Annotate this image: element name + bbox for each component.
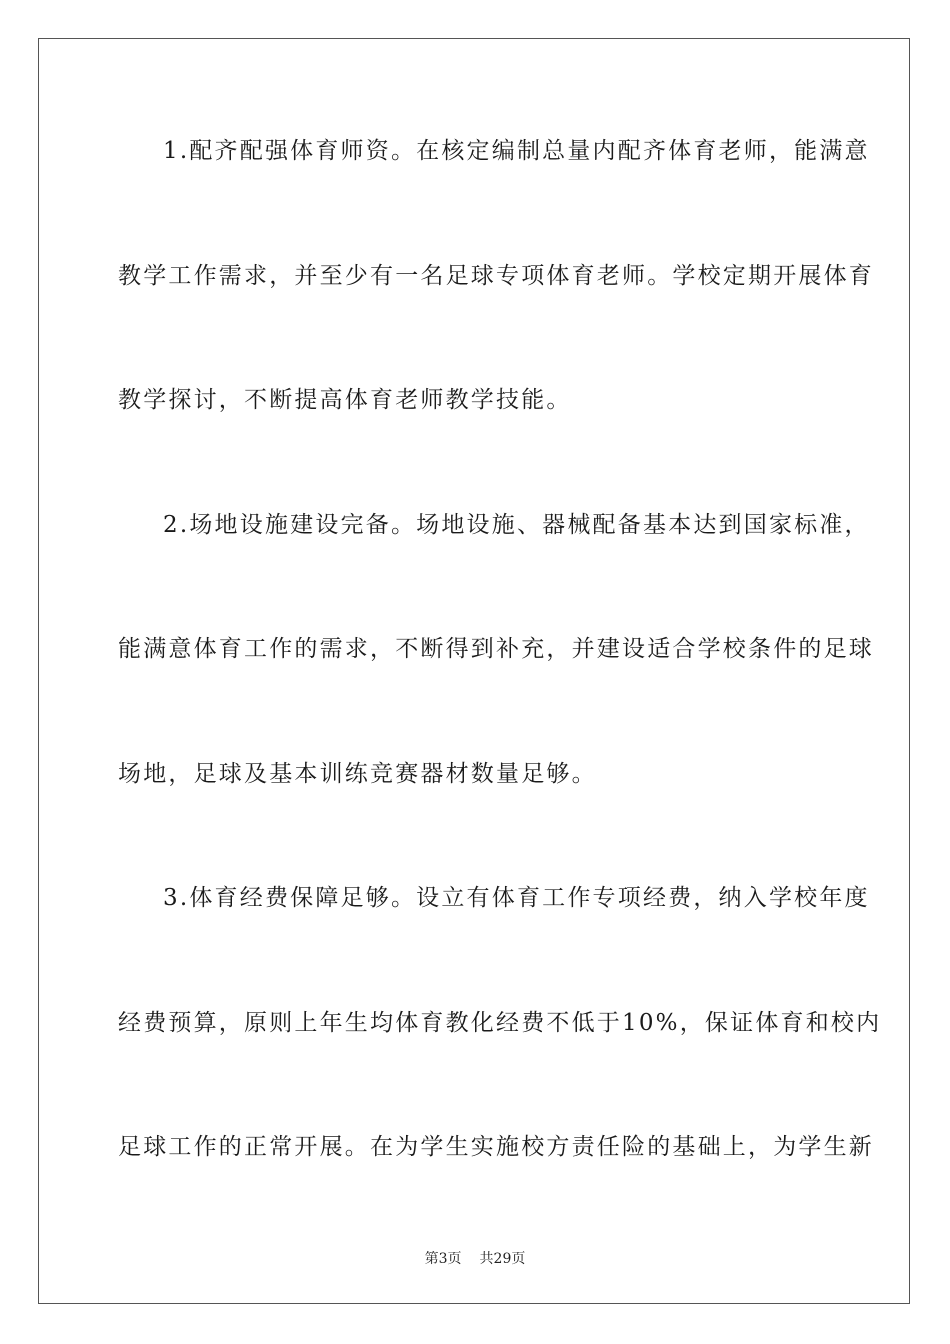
paragraph-2-line-3: 场地，足球及基本训练竞赛器材数量足够。 bbox=[118, 761, 597, 787]
paragraph-1-line-3: 教学探讨，不断提高体育老师教学技能。 bbox=[118, 387, 572, 413]
paragraph-1-line-1: 1.配齐配强体育师资。在核定编制总量内配齐体育老师，能满意 bbox=[163, 138, 870, 164]
paragraph-2-line-1: 2.场地设施建设完备。场地设施、器械配备基本达到国家标准， bbox=[163, 512, 870, 538]
paragraph-3-line-1: 3.体育经费保障足够。设立有体育工作专项经费，纳入学校年度 bbox=[163, 885, 870, 911]
paragraph-1-line-2: 教学工作需求，并至少有一名足球专项体育老师。学校定期开展体育 bbox=[118, 263, 874, 289]
page-number-total: 共29页 bbox=[479, 1251, 526, 1267]
paragraph-3-line-3: 足球工作的正常开展。在为学生实施校方责任险的基础上，为学生新 bbox=[118, 1134, 874, 1160]
paragraph-3-line-2: 经费预算，原则上年生均体育教化经费不低于10%，保证体育和校内 bbox=[118, 1010, 882, 1036]
page-number-current: 第3页 bbox=[424, 1251, 462, 1267]
page-border bbox=[38, 38, 910, 1304]
paragraph-2-line-2: 能满意体育工作的需求，不断得到补充，并建设适合学校条件的足球 bbox=[118, 636, 874, 662]
page-footer bbox=[0, 1248, 950, 1268]
